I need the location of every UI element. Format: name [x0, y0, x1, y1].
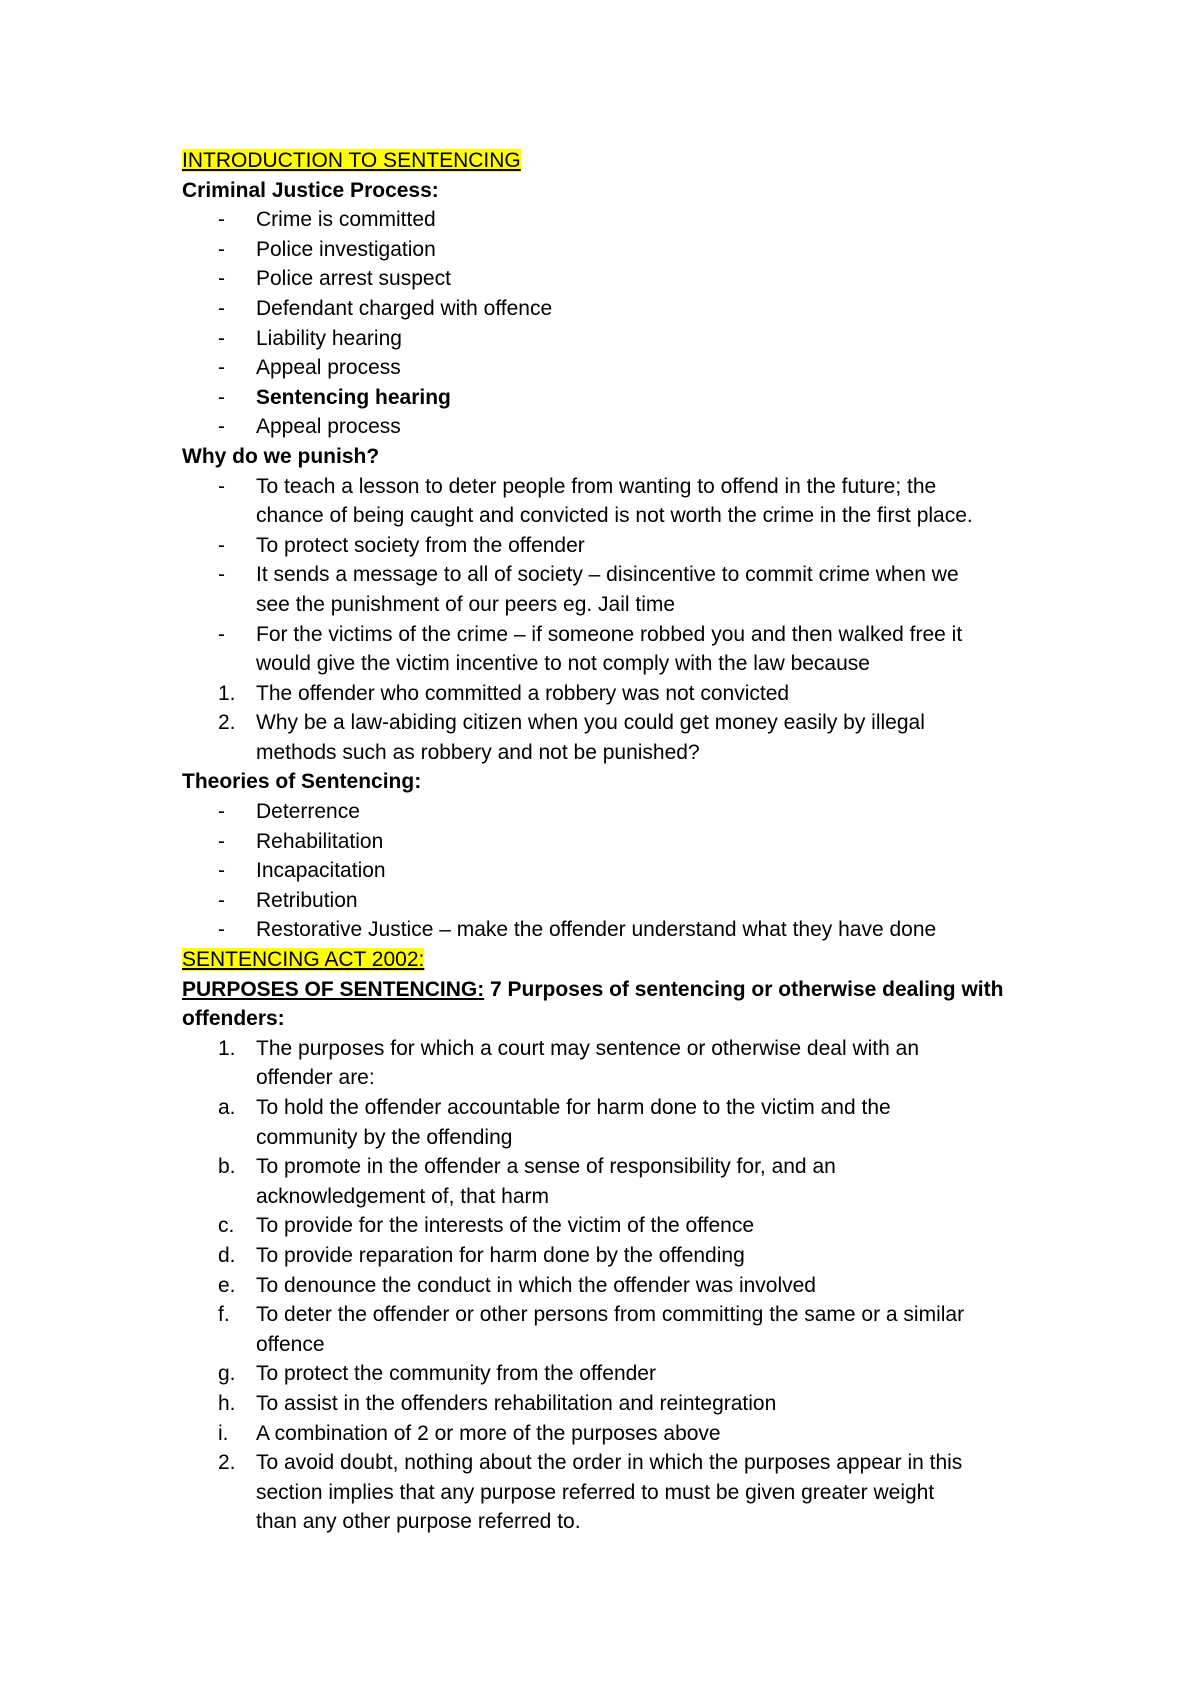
- list-item-line: Why be a law-abiding citizen when you could get money easily by illegal: [256, 711, 925, 735]
- list-marker: e.: [218, 1273, 236, 1297]
- list-item-text: [256, 708, 1062, 767]
- process-title: Criminal Justice Process:: [182, 178, 439, 202]
- list-marker: -: [218, 918, 225, 942]
- list-item-line: To denounce the conduct in which the offender was involved: [256, 1273, 816, 1297]
- list-item-line: section implies that any purpose referred to must be given greater weight: [256, 1480, 935, 1504]
- process-item: [182, 294, 1062, 324]
- purposes-list: [182, 1034, 1062, 1448]
- punish-item: [182, 472, 1062, 531]
- act-heading-line: [182, 945, 1062, 975]
- list-item-line: Appeal process: [256, 415, 401, 439]
- list-item-line: Incapacitation: [256, 859, 386, 883]
- purpose-item: [182, 1152, 1062, 1211]
- theory-item: [182, 827, 1062, 857]
- list-marker: 2.: [218, 711, 236, 735]
- list-item-line: To teach a lesson to deter people from wanting to offend in the future; the: [256, 474, 937, 498]
- theory-item: [182, 886, 1062, 916]
- list-marker: -: [218, 267, 225, 291]
- list-marker: -: [218, 622, 225, 646]
- list-item-text: [256, 797, 1062, 827]
- theory-item: [182, 856, 1062, 886]
- document-page: [182, 146, 1062, 1537]
- purpose-item: [182, 1241, 1062, 1271]
- list-marker: -: [218, 859, 225, 883]
- purposes-title-rest: 7 Purposes of sentencing or otherwise dealing with: [484, 977, 1004, 1001]
- list-item-text: [256, 827, 1062, 857]
- list-marker: a.: [218, 1096, 236, 1119]
- list-marker: h.: [218, 1391, 236, 1415]
- list-marker: i.: [218, 1421, 229, 1445]
- punish-list: [182, 472, 1062, 768]
- list-item-text: [256, 472, 1062, 531]
- purpose-item: [182, 1034, 1062, 1093]
- list-marker: -: [218, 829, 225, 853]
- list-item-text: [256, 1034, 1062, 1093]
- list-marker: -: [218, 326, 225, 350]
- list-marker: -: [218, 415, 225, 439]
- list-marker: 1.: [218, 1036, 236, 1060]
- punish-title: Why do we punish?: [182, 444, 380, 468]
- act-heading: SENTENCING ACT 2002:: [182, 948, 425, 972]
- list-item-line: It sends a message to all of society – disincentive to commit crime when we: [256, 563, 959, 587]
- list-item-line: would give the victim incentive to not comply with the law because: [256, 652, 870, 676]
- list-marker: g.: [218, 1362, 236, 1386]
- list-item-line: methods such as robbery and not be punished?: [256, 740, 700, 764]
- process-item: [182, 324, 1062, 354]
- list-item-line: To protect society from the offender: [256, 533, 585, 557]
- list-item-line: acknowledgement of, that harm: [256, 1184, 549, 1208]
- list-item-text: [256, 1389, 1062, 1419]
- process-item: [182, 235, 1062, 265]
- list-item-text: [256, 1359, 1062, 1389]
- process-list: [182, 205, 1062, 442]
- list-item-text: [256, 560, 1062, 619]
- list-item-text: [256, 1271, 1062, 1301]
- list-item-line: than any other purpose referred to.: [256, 1510, 581, 1534]
- list-marker: -: [218, 296, 225, 320]
- list-item-text: [256, 886, 1062, 916]
- list-marker: c.: [218, 1214, 235, 1238]
- list-marker: f.: [218, 1303, 230, 1327]
- list-item-line: A combination of 2 or more of the purposes above: [256, 1421, 721, 1445]
- final-item: [182, 1448, 1062, 1537]
- list-marker: -: [218, 800, 225, 824]
- list-item-line: Crime is committed: [256, 208, 436, 232]
- list-item-text: [256, 205, 1062, 235]
- list-item-text: [256, 1300, 1062, 1359]
- list-marker: -: [218, 563, 225, 587]
- punish-item: [182, 560, 1062, 619]
- list-marker: -: [218, 237, 225, 261]
- process-item: [182, 264, 1062, 294]
- list-item-text: [256, 1093, 1062, 1152]
- list-item-line: To deter the offender or other persons from committing the same or a similar: [256, 1303, 965, 1327]
- purposes-label: PURPOSES OF SENTENCING:: [182, 977, 485, 1001]
- list-marker: b.: [218, 1155, 236, 1179]
- list-item-line: Deterrence: [256, 800, 360, 824]
- list-item-line: To hold the offender accountable for harm done to the victim and the: [256, 1096, 891, 1119]
- list-item-line: see the punishment of our peers eg. Jail time: [256, 592, 676, 616]
- list-item-text: [256, 620, 1062, 679]
- punish-item: [182, 679, 1062, 709]
- list-item-text: [256, 531, 1062, 561]
- final-purpose-item: [182, 1448, 1062, 1537]
- list-item-line: The purposes for which a court may sentence or otherwise deal with an: [256, 1036, 920, 1060]
- list-item-line: chance of being caught and convicted is not worth the crime in the first place.: [256, 504, 973, 528]
- list-item-line: To protect the community from the offender: [256, 1362, 656, 1386]
- list-item-line: The offender who committed a robbery was not convicted: [256, 681, 790, 705]
- list-marker: -: [218, 474, 225, 498]
- list-marker: d.: [218, 1243, 236, 1267]
- list-item-line: Police arrest suspect: [256, 267, 451, 291]
- list-marker: -: [218, 533, 225, 557]
- process-item: [182, 383, 1062, 413]
- list-item-text: [256, 1419, 1062, 1449]
- list-item-text: [256, 679, 1062, 709]
- list-item-line: offender are:: [256, 1066, 375, 1090]
- list-item-text: [256, 353, 1062, 383]
- list-item-text: [256, 1448, 1062, 1537]
- list-item-line: Rehabilitation: [256, 829, 384, 853]
- list-item-line: Appeal process: [256, 356, 401, 380]
- process-item: [182, 353, 1062, 383]
- punish-item: [182, 620, 1062, 679]
- punish-item: [182, 708, 1062, 767]
- purpose-item: [182, 1093, 1062, 1152]
- list-item-text: [256, 383, 1062, 413]
- list-item-text: [256, 324, 1062, 354]
- theories-list: [182, 797, 1062, 945]
- list-item-line: Retribution: [256, 888, 358, 912]
- purpose-item: [182, 1211, 1062, 1241]
- purpose-item: [182, 1271, 1062, 1301]
- list-marker: 1.: [218, 681, 236, 705]
- list-item-text: [256, 412, 1062, 442]
- list-marker: -: [218, 385, 225, 409]
- list-item-text: [256, 1211, 1062, 1241]
- list-item-line: Liability hearing: [256, 326, 402, 350]
- theory-item: [182, 915, 1062, 945]
- list-item-line: To provide reparation for harm done by the offending: [256, 1243, 745, 1267]
- list-item-line: Defendant charged with offence: [256, 296, 553, 320]
- list-item-line: For the victims of the crime – if someone robbed you and then walked free it: [256, 622, 963, 646]
- list-item-line: To assist in the offenders rehabilitation and reintegration: [256, 1391, 777, 1415]
- purpose-item: [182, 1389, 1062, 1419]
- theories-title: Theories of Sentencing:: [182, 770, 422, 794]
- list-item-text: [256, 235, 1062, 265]
- list-item-line: offence: [256, 1332, 325, 1356]
- punish-item: [182, 531, 1062, 561]
- list-marker: -: [218, 888, 225, 912]
- list-item-text: [256, 1241, 1062, 1271]
- purpose-item: [182, 1419, 1062, 1449]
- process-item: [182, 412, 1062, 442]
- list-item-line: Sentencing hearing: [256, 385, 451, 409]
- list-item-text: [256, 294, 1062, 324]
- purpose-item: [182, 1300, 1062, 1359]
- purposes-title: [182, 975, 1062, 1005]
- purposes-title-line2: offenders:: [182, 1007, 285, 1031]
- list-marker: -: [218, 356, 225, 380]
- list-item-text: [256, 856, 1062, 886]
- list-item-line: Police investigation: [256, 237, 436, 261]
- list-marker: 2.: [218, 1451, 236, 1475]
- list-item-text: [256, 915, 1062, 945]
- list-item-line: To provide for the interests of the victim of the offence: [256, 1214, 755, 1238]
- purpose-item: [182, 1359, 1062, 1389]
- list-item-text: [256, 1152, 1062, 1211]
- intro-heading: INTRODUCTION TO SENTENCING: [182, 149, 521, 172]
- list-item-text: [256, 264, 1062, 294]
- list-item-line: To promote in the offender a sense of responsibility for, and an: [256, 1155, 836, 1179]
- intro-heading-line: [182, 146, 1062, 176]
- list-item-line: Restorative Justice – make the offender understand what they have done: [256, 918, 937, 942]
- list-marker: -: [218, 208, 225, 232]
- process-item: [182, 205, 1062, 235]
- theory-item: [182, 797, 1062, 827]
- list-item-line: To avoid doubt, nothing about the order in which the purposes appear in this: [256, 1451, 963, 1475]
- list-item-line: community by the offending: [256, 1125, 513, 1149]
